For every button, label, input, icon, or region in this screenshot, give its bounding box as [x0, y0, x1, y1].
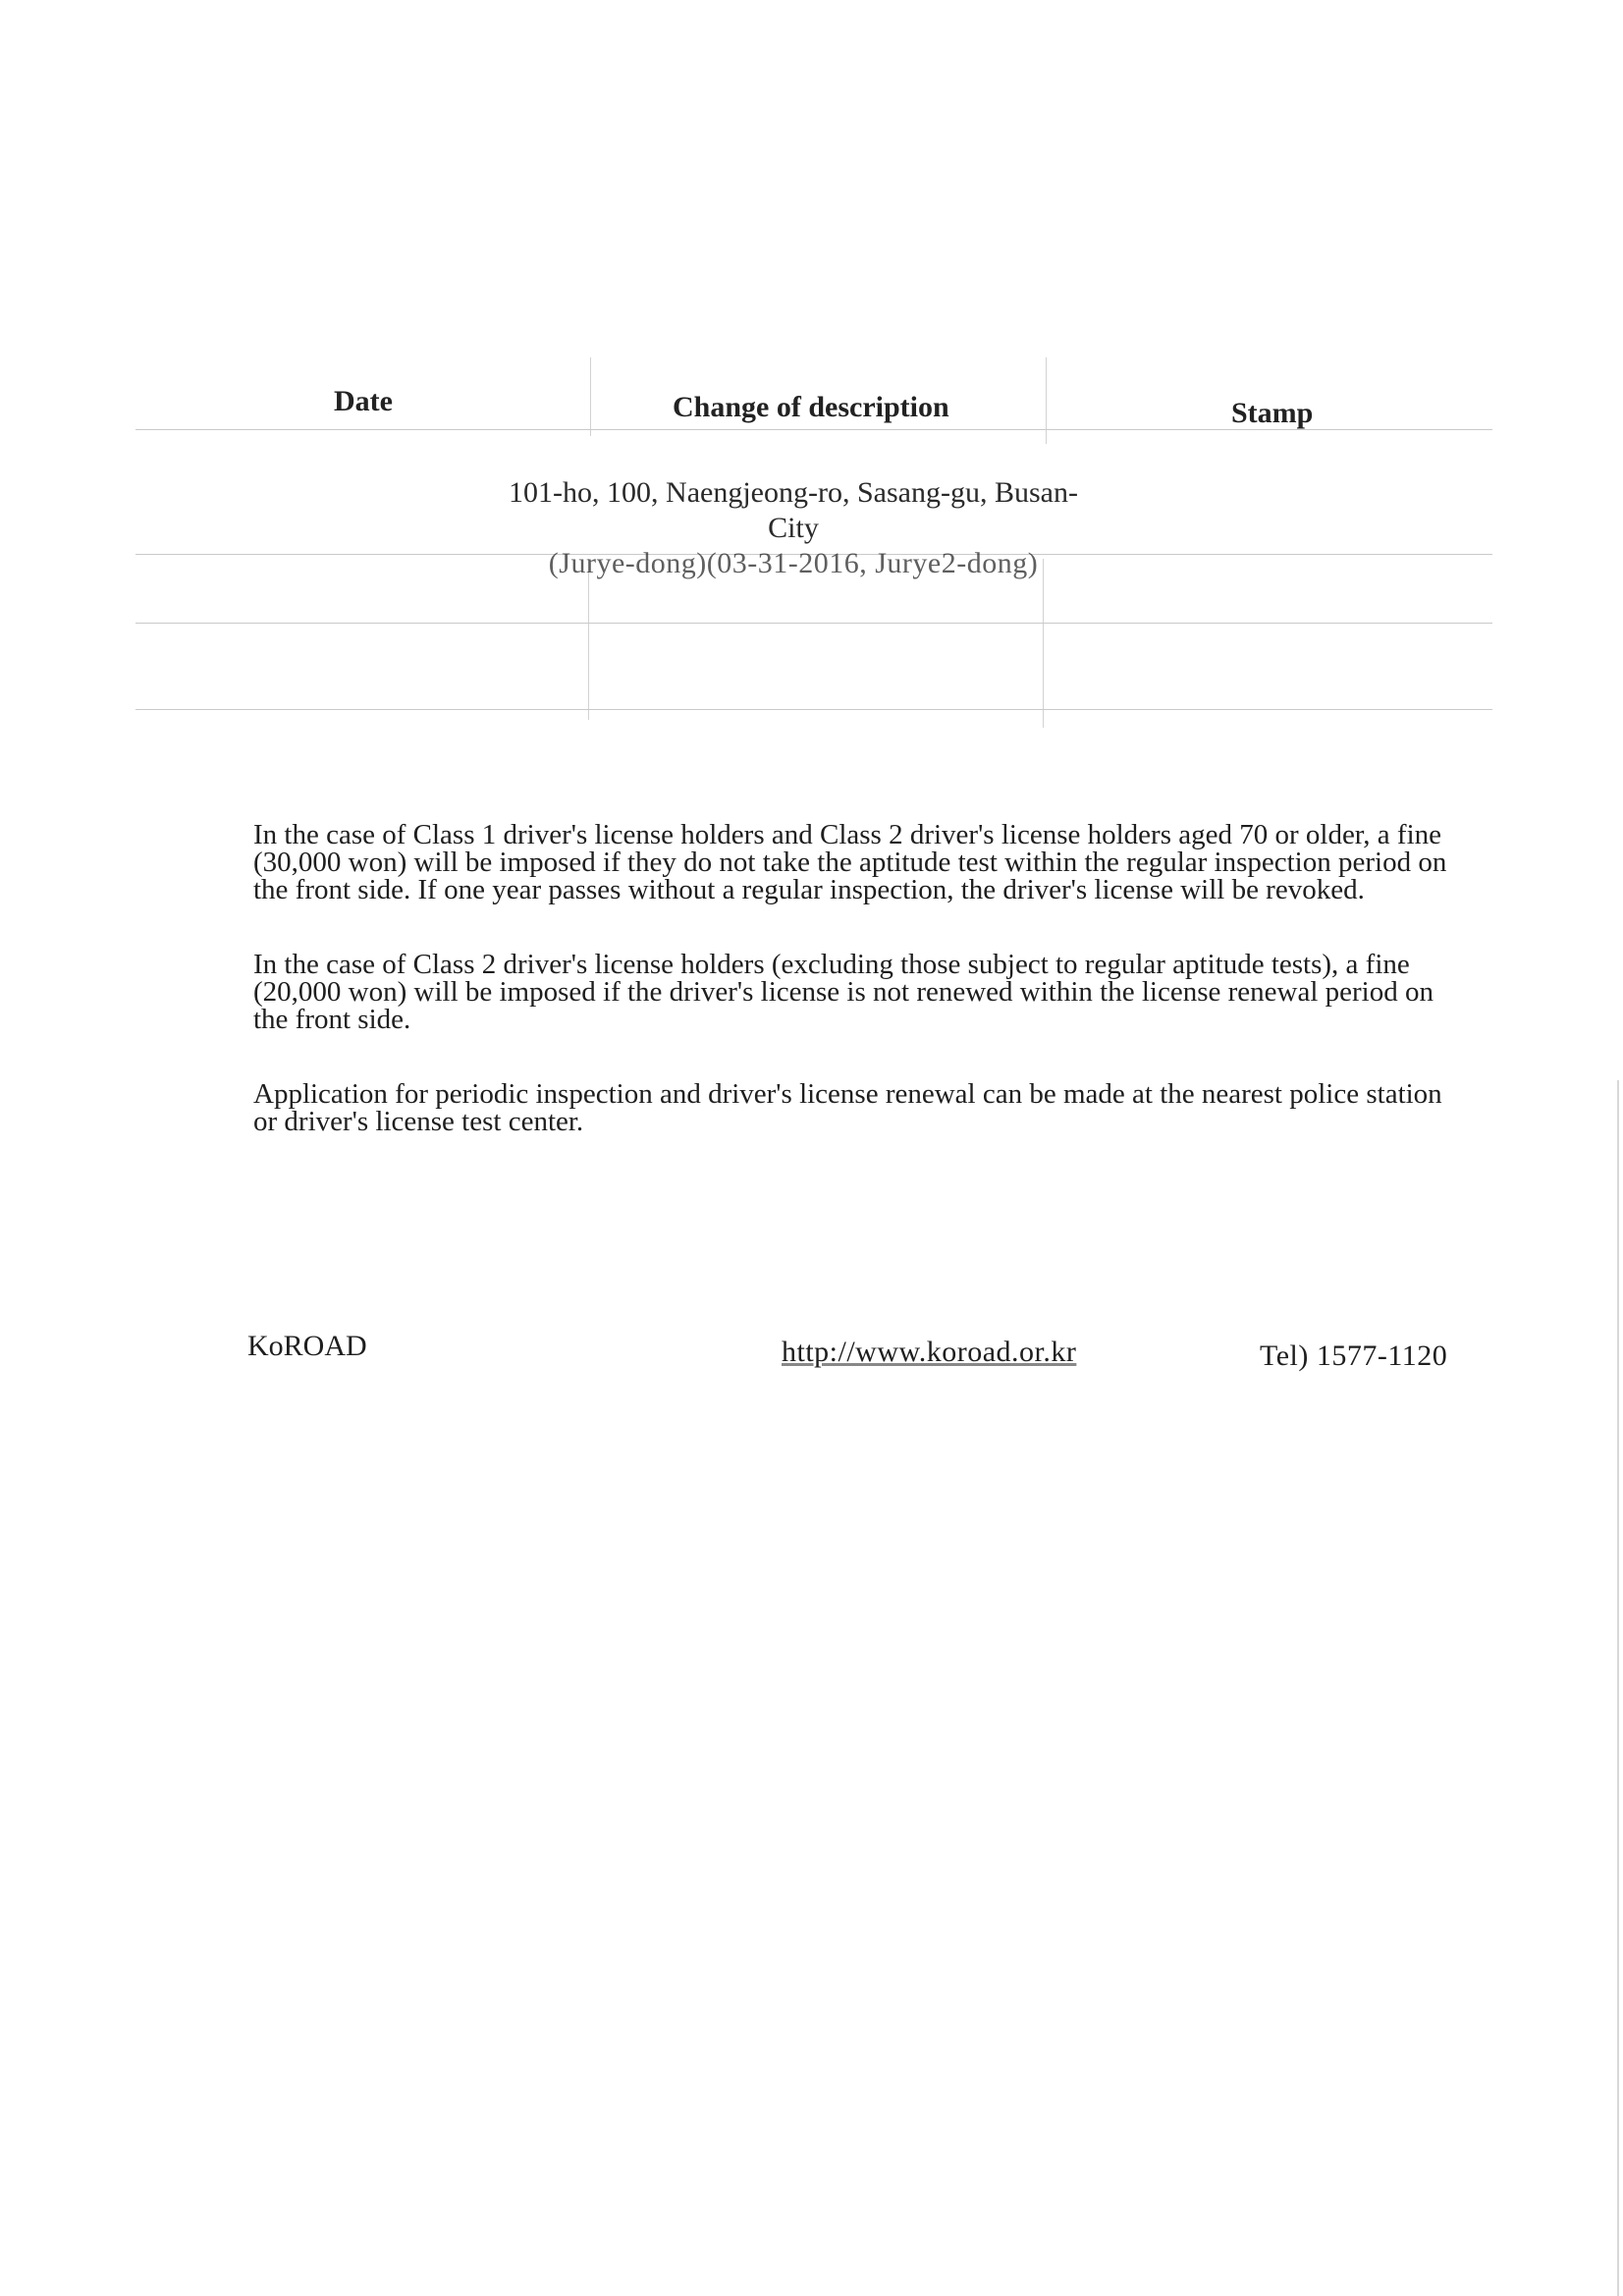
organization-name: KoROAD — [247, 1330, 367, 1362]
telephone-number: Tel) 1577-1120 — [1260, 1339, 1448, 1372]
column-divider — [588, 559, 589, 720]
change-header: Change of description — [673, 391, 949, 423]
note-paragraph-application: Application for periodic inspection and driver's license renewal can be made at the nearest police station or driver's license test center. — [253, 1078, 1442, 1137]
table-row-line — [135, 429, 1492, 430]
note-paragraph-class1: In the case of Class 1 driver's license holders and Class 2 driver's license holders aged 70 or older, a fine (30,000 won) will be imposed if they do not take the aptitude test within the regular inspection period on the front side. If one year passes without a regular inspection, the driver's license will be revoked. — [253, 819, 1447, 905]
column-divider — [1046, 357, 1047, 444]
column-divider — [1043, 559, 1044, 728]
table-row-line — [135, 709, 1492, 710]
note-paragraph-class2: In the case of Class 2 driver's license holders (excluding those subject to regular aptitude tests), a fine (20,000 won) will be imposed if the driver's license is not renewed within the license renewal period on the front side. — [253, 949, 1434, 1035]
table-row — [489, 475, 1098, 581]
date-header: Date — [334, 385, 393, 417]
change-description-line-1: 101-ho, 100, Naengjeong-ro, Sasang-gu, Busan-City — [509, 476, 1078, 544]
change-description-line-2: (Jurye-dong)(03-31-2016, Jurye2-dong) — [548, 547, 1039, 579]
footer — [0, 1330, 1623, 1379]
column-divider — [590, 357, 591, 436]
website-link[interactable]: http://www.koroad.or.kr — [782, 1336, 1077, 1368]
stamp-header: Stamp — [1231, 397, 1314, 429]
scan-edge — [1617, 1080, 1619, 2296]
table-row-line — [135, 623, 1492, 624]
notes-section — [253, 821, 1471, 1182]
